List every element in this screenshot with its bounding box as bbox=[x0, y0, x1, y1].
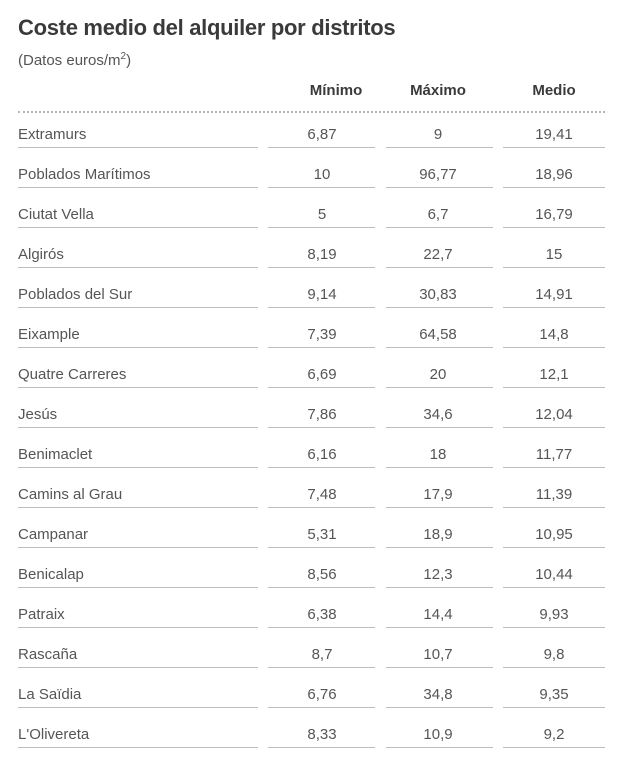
row-rule bbox=[18, 387, 258, 388]
value-medio: 10,95 bbox=[535, 526, 573, 543]
value-minimo: 10 bbox=[313, 166, 331, 183]
value-medio: 11,39 bbox=[535, 486, 573, 503]
value-medio: 9,8 bbox=[543, 646, 565, 663]
row-rule bbox=[18, 227, 258, 228]
table-row bbox=[0, 434, 632, 474]
value-medio: 18,96 bbox=[535, 166, 573, 183]
value-maximo: 10,7 bbox=[423, 646, 453, 663]
district-name: Patraix bbox=[18, 606, 65, 623]
table-row bbox=[0, 234, 632, 274]
row-rule bbox=[503, 227, 605, 228]
value-maximo: 30,83 bbox=[419, 286, 457, 303]
row-rule bbox=[386, 587, 493, 588]
subtitle-units: (Datos euros/m bbox=[18, 52, 121, 69]
row-rule bbox=[386, 547, 493, 548]
row-rule bbox=[268, 187, 375, 188]
row-rule bbox=[386, 667, 493, 668]
row-rule bbox=[18, 347, 258, 348]
district-name: Campanar bbox=[18, 526, 89, 543]
row-rule bbox=[386, 627, 493, 628]
district-name: Eixample bbox=[18, 326, 80, 343]
value-maximo: 34,6 bbox=[423, 406, 453, 423]
value-medio: 19,41 bbox=[535, 126, 573, 143]
value-maximo: 34,8 bbox=[423, 686, 453, 703]
row-rule bbox=[386, 467, 493, 468]
row-rule bbox=[18, 707, 258, 708]
value-minimo: 6,76 bbox=[307, 686, 337, 703]
row-rule bbox=[386, 267, 493, 268]
row-rule bbox=[268, 347, 375, 348]
row-rule bbox=[503, 307, 605, 308]
row-rule bbox=[386, 187, 493, 188]
table-row bbox=[0, 554, 632, 594]
row-rule bbox=[386, 147, 493, 148]
value-minimo: 6,38 bbox=[307, 606, 337, 623]
row-rule bbox=[18, 427, 258, 428]
value-minimo: 8,56 bbox=[307, 566, 337, 583]
row-rule bbox=[18, 267, 258, 268]
row-rule bbox=[386, 747, 493, 748]
subtitle-units-close: ) bbox=[126, 52, 132, 69]
row-rule bbox=[503, 267, 605, 268]
row-rule bbox=[386, 347, 493, 348]
table-row bbox=[0, 474, 632, 514]
row-rule bbox=[386, 507, 493, 508]
value-maximo: 10,9 bbox=[423, 726, 453, 743]
row-rule bbox=[268, 587, 375, 588]
row-rule bbox=[268, 267, 375, 268]
row-rule bbox=[503, 347, 605, 348]
row-rule bbox=[18, 307, 258, 308]
value-minimo: 5,31 bbox=[307, 526, 337, 543]
value-maximo: 12,3 bbox=[423, 566, 453, 583]
district-name: Camins al Grau bbox=[18, 486, 123, 503]
value-minimo: 7,48 bbox=[307, 486, 337, 503]
table-row bbox=[0, 314, 632, 354]
value-maximo: 9 bbox=[433, 126, 443, 143]
value-minimo: 5 bbox=[317, 206, 327, 223]
table-row bbox=[0, 634, 632, 674]
table-row bbox=[0, 674, 632, 714]
table-subtitle bbox=[18, 52, 131, 69]
value-maximo: 14,4 bbox=[423, 606, 453, 623]
table-row bbox=[0, 354, 632, 394]
district-name: La Saïdia bbox=[18, 686, 82, 703]
district-name: L'Olivereta bbox=[18, 726, 90, 743]
row-rule bbox=[503, 707, 605, 708]
value-minimo: 6,87 bbox=[307, 126, 337, 143]
value-maximo: 6,7 bbox=[427, 206, 449, 223]
table-row bbox=[0, 714, 632, 754]
subtitle-units-exponent: 2 bbox=[120, 51, 127, 62]
row-rule bbox=[18, 147, 258, 148]
row-rule bbox=[268, 507, 375, 508]
row-rule bbox=[18, 547, 258, 548]
table-row bbox=[0, 154, 632, 194]
row-rule bbox=[503, 507, 605, 508]
row-rule bbox=[503, 747, 605, 748]
table-header bbox=[0, 82, 632, 104]
row-rule bbox=[503, 587, 605, 588]
value-medio: 11,77 bbox=[535, 446, 573, 463]
table-row bbox=[0, 194, 632, 234]
district-name: Poblados Marítimos bbox=[18, 166, 151, 183]
row-rule bbox=[268, 467, 375, 468]
row-rule bbox=[18, 187, 258, 188]
value-medio: 9,2 bbox=[543, 726, 565, 743]
row-rule bbox=[503, 627, 605, 628]
row-rule bbox=[386, 427, 493, 428]
value-medio: 14,8 bbox=[539, 326, 569, 343]
row-rule bbox=[18, 627, 258, 628]
row-rule bbox=[503, 187, 605, 188]
value-minimo: 9,14 bbox=[307, 286, 337, 303]
value-maximo: 64,58 bbox=[419, 326, 457, 343]
row-rule bbox=[386, 707, 493, 708]
table-row bbox=[0, 274, 632, 314]
district-name: Rascaña bbox=[18, 646, 78, 663]
value-medio: 10,44 bbox=[535, 566, 573, 583]
value-medio: 9,35 bbox=[539, 686, 569, 703]
row-rule bbox=[18, 467, 258, 468]
value-minimo: 6,16 bbox=[307, 446, 337, 463]
value-maximo: 18,9 bbox=[423, 526, 453, 543]
table-row bbox=[0, 394, 632, 434]
row-rule bbox=[268, 147, 375, 148]
value-medio: 14,91 bbox=[535, 286, 573, 303]
row-rule bbox=[503, 427, 605, 428]
value-minimo: 7,39 bbox=[307, 326, 337, 343]
row-rule bbox=[268, 707, 375, 708]
value-maximo: 17,9 bbox=[423, 486, 453, 503]
column-header-medio: Medio bbox=[532, 82, 576, 99]
value-maximo: 20 bbox=[429, 366, 447, 383]
value-minimo: 8,7 bbox=[311, 646, 333, 663]
district-name: Benimaclet bbox=[18, 446, 93, 463]
row-rule bbox=[18, 747, 258, 748]
value-minimo: 8,33 bbox=[307, 726, 337, 743]
value-maximo: 22,7 bbox=[423, 246, 453, 263]
row-rule bbox=[386, 387, 493, 388]
row-rule bbox=[268, 667, 375, 668]
value-minimo: 7,86 bbox=[307, 406, 337, 423]
row-rule bbox=[268, 427, 375, 428]
value-maximo: 18 bbox=[429, 446, 447, 463]
district-name: Benicalap bbox=[18, 566, 84, 583]
column-header-maximo: Máximo bbox=[410, 82, 466, 99]
district-name: Extramurs bbox=[18, 126, 87, 143]
table-row bbox=[0, 594, 632, 634]
row-rule bbox=[18, 667, 258, 668]
value-minimo: 6,69 bbox=[307, 366, 337, 383]
row-rule bbox=[268, 747, 375, 748]
row-rule bbox=[503, 667, 605, 668]
value-medio: 9,93 bbox=[539, 606, 569, 623]
row-rule bbox=[503, 387, 605, 388]
header-dotted-rule bbox=[18, 111, 605, 113]
row-rule bbox=[268, 547, 375, 548]
row-rule bbox=[386, 227, 493, 228]
row-rule bbox=[386, 307, 493, 308]
row-rule bbox=[18, 507, 258, 508]
row-rule bbox=[268, 387, 375, 388]
table-title: Coste medio del alquiler por distritos bbox=[18, 15, 396, 40]
table-row bbox=[0, 514, 632, 554]
value-maximo: 96,77 bbox=[419, 166, 457, 183]
district-name: Poblados del Sur bbox=[18, 286, 133, 303]
district-name: Quatre Carreres bbox=[18, 366, 127, 383]
row-rule bbox=[503, 547, 605, 548]
column-header-minimo: Mínimo bbox=[309, 82, 363, 99]
row-rule bbox=[503, 467, 605, 468]
district-name: Ciutat Vella bbox=[18, 206, 94, 223]
district-name: Jesús bbox=[18, 406, 58, 423]
table-row bbox=[0, 114, 632, 154]
row-rule bbox=[18, 587, 258, 588]
value-minimo: 8,19 bbox=[307, 246, 337, 263]
value-medio: 16,79 bbox=[535, 206, 573, 223]
row-rule bbox=[268, 627, 375, 628]
value-medio: 15 bbox=[545, 246, 563, 263]
row-rule bbox=[268, 307, 375, 308]
row-rule bbox=[268, 227, 375, 228]
row-rule bbox=[503, 147, 605, 148]
value-medio: 12,1 bbox=[539, 366, 569, 383]
value-medio: 12,04 bbox=[535, 406, 573, 423]
district-name: Algirós bbox=[18, 246, 64, 263]
